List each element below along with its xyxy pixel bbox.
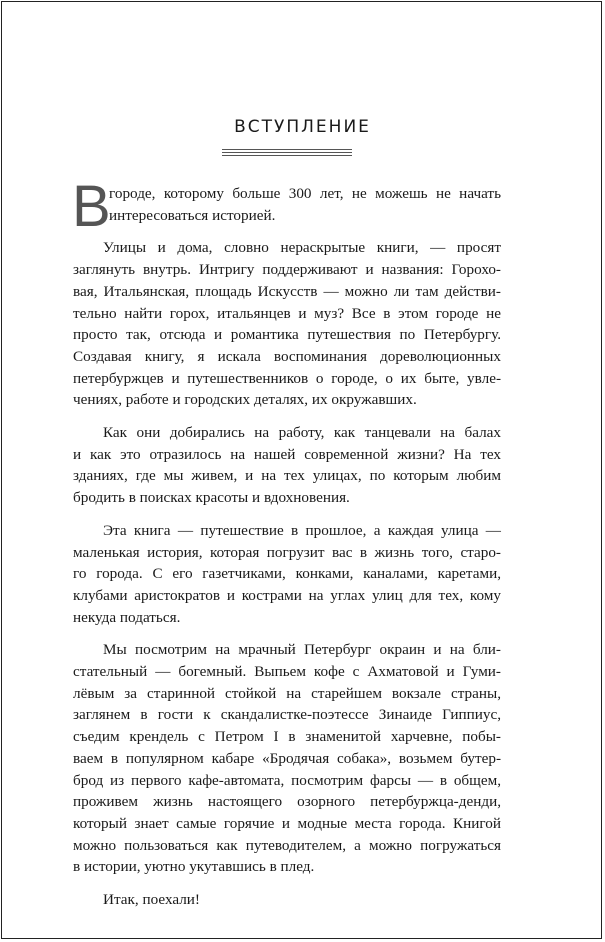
text-line: клубами аристократов и кострами на углах улиц для тех, кому	[73, 586, 501, 604]
paragraph	[72, 174, 501, 239]
text-line: ваем в популярном кабаре «Бродячая собака», возьмем бутер-	[73, 749, 501, 767]
text-line: Мы посмотрим на мрачный Петербург окраин и на бли-	[103, 641, 501, 659]
paragraph	[73, 639, 501, 878]
text-line: зданиях, где мы живем, и на тех улицах, по которым любим	[73, 467, 501, 485]
text-line: лёвым за старинной стойкой на старейшем вокзале страны,	[73, 684, 501, 702]
text-line: тельно найти горох, итальянцев и муз? Все в этом городе не	[73, 304, 501, 322]
text-line: чениях, работе и городских деталях, их окружавших.	[73, 391, 417, 409]
text-line: некуда податься.	[73, 608, 181, 626]
text-line: Создавая книгу, я искала воспоминания дореволюционных	[73, 347, 501, 365]
text-line: маленькая история, которая погрузит вас в жизнь того, старо-	[73, 543, 501, 561]
text-line: Улицы и дома, словно нераскрытые книги, — просят	[103, 239, 501, 257]
text-line: заглянуть внутрь. Интригу поддерживают и названия: Горохо-	[73, 261, 501, 279]
text-line: Итак, поехали!	[103, 891, 200, 909]
text-line: и как это отразилось на нашей современной жизни? На тех	[73, 445, 501, 463]
text-line: который знает самые горячие и модные места города. Книгой	[73, 814, 501, 832]
text-line: го города. С его газетчиками, конками, каналами, каретами,	[73, 565, 501, 583]
chapter-heading: ВСТУПЛЕНИЕ	[234, 117, 371, 137]
text-line: петербуржцев и путешественников о городе, о их быте, увле-	[73, 369, 501, 387]
text-line: Эта книга — путешествие в прошлое, а каждая улица —	[103, 521, 501, 539]
text-line: Как они добирались на работу, как танцевали на балах	[103, 424, 501, 442]
heading-ornament	[222, 149, 352, 159]
text-line: просто так, отсюда и романтика путешествия по Петербургу.	[73, 326, 501, 344]
text-line: городе, которому больше 300 лет, не можешь не начать	[109, 185, 501, 202]
text-line: проживем жизнь настоящего озорного петербуржца-денди,	[73, 793, 501, 811]
text-line: брод из первого кафе-автомата, посмотрим фарсы — в общем,	[73, 771, 501, 789]
text-line: вая, Итальянская, площадь Искусств — можно ли там действи-	[73, 282, 501, 300]
paragraph	[73, 422, 501, 509]
text-line: в истории, уютно укутавшись в плед.	[73, 858, 315, 876]
text-line: заглянем в гости к скандалистке-поэтессе Зинаиде Гиппиус,	[73, 706, 501, 724]
text-line: интересоваться историей.	[109, 206, 276, 224]
text-line: стательный — богемный. Выпьем кофе с Ахматовой и Гуми-	[73, 663, 501, 681]
text-line: съедим крендель с Петром I в знаменитой харчевне, побы-	[73, 728, 501, 746]
body-text	[72, 174, 501, 922]
text-line: можно пользоваться как путеводителем, а можно погружаться	[73, 836, 501, 854]
text-line: бродить в поисках красоты и вдохновения.	[73, 489, 350, 507]
paragraph	[73, 889, 501, 911]
paragraph	[73, 520, 501, 629]
paragraph	[73, 237, 501, 411]
drop-cap: В	[72, 174, 111, 239]
